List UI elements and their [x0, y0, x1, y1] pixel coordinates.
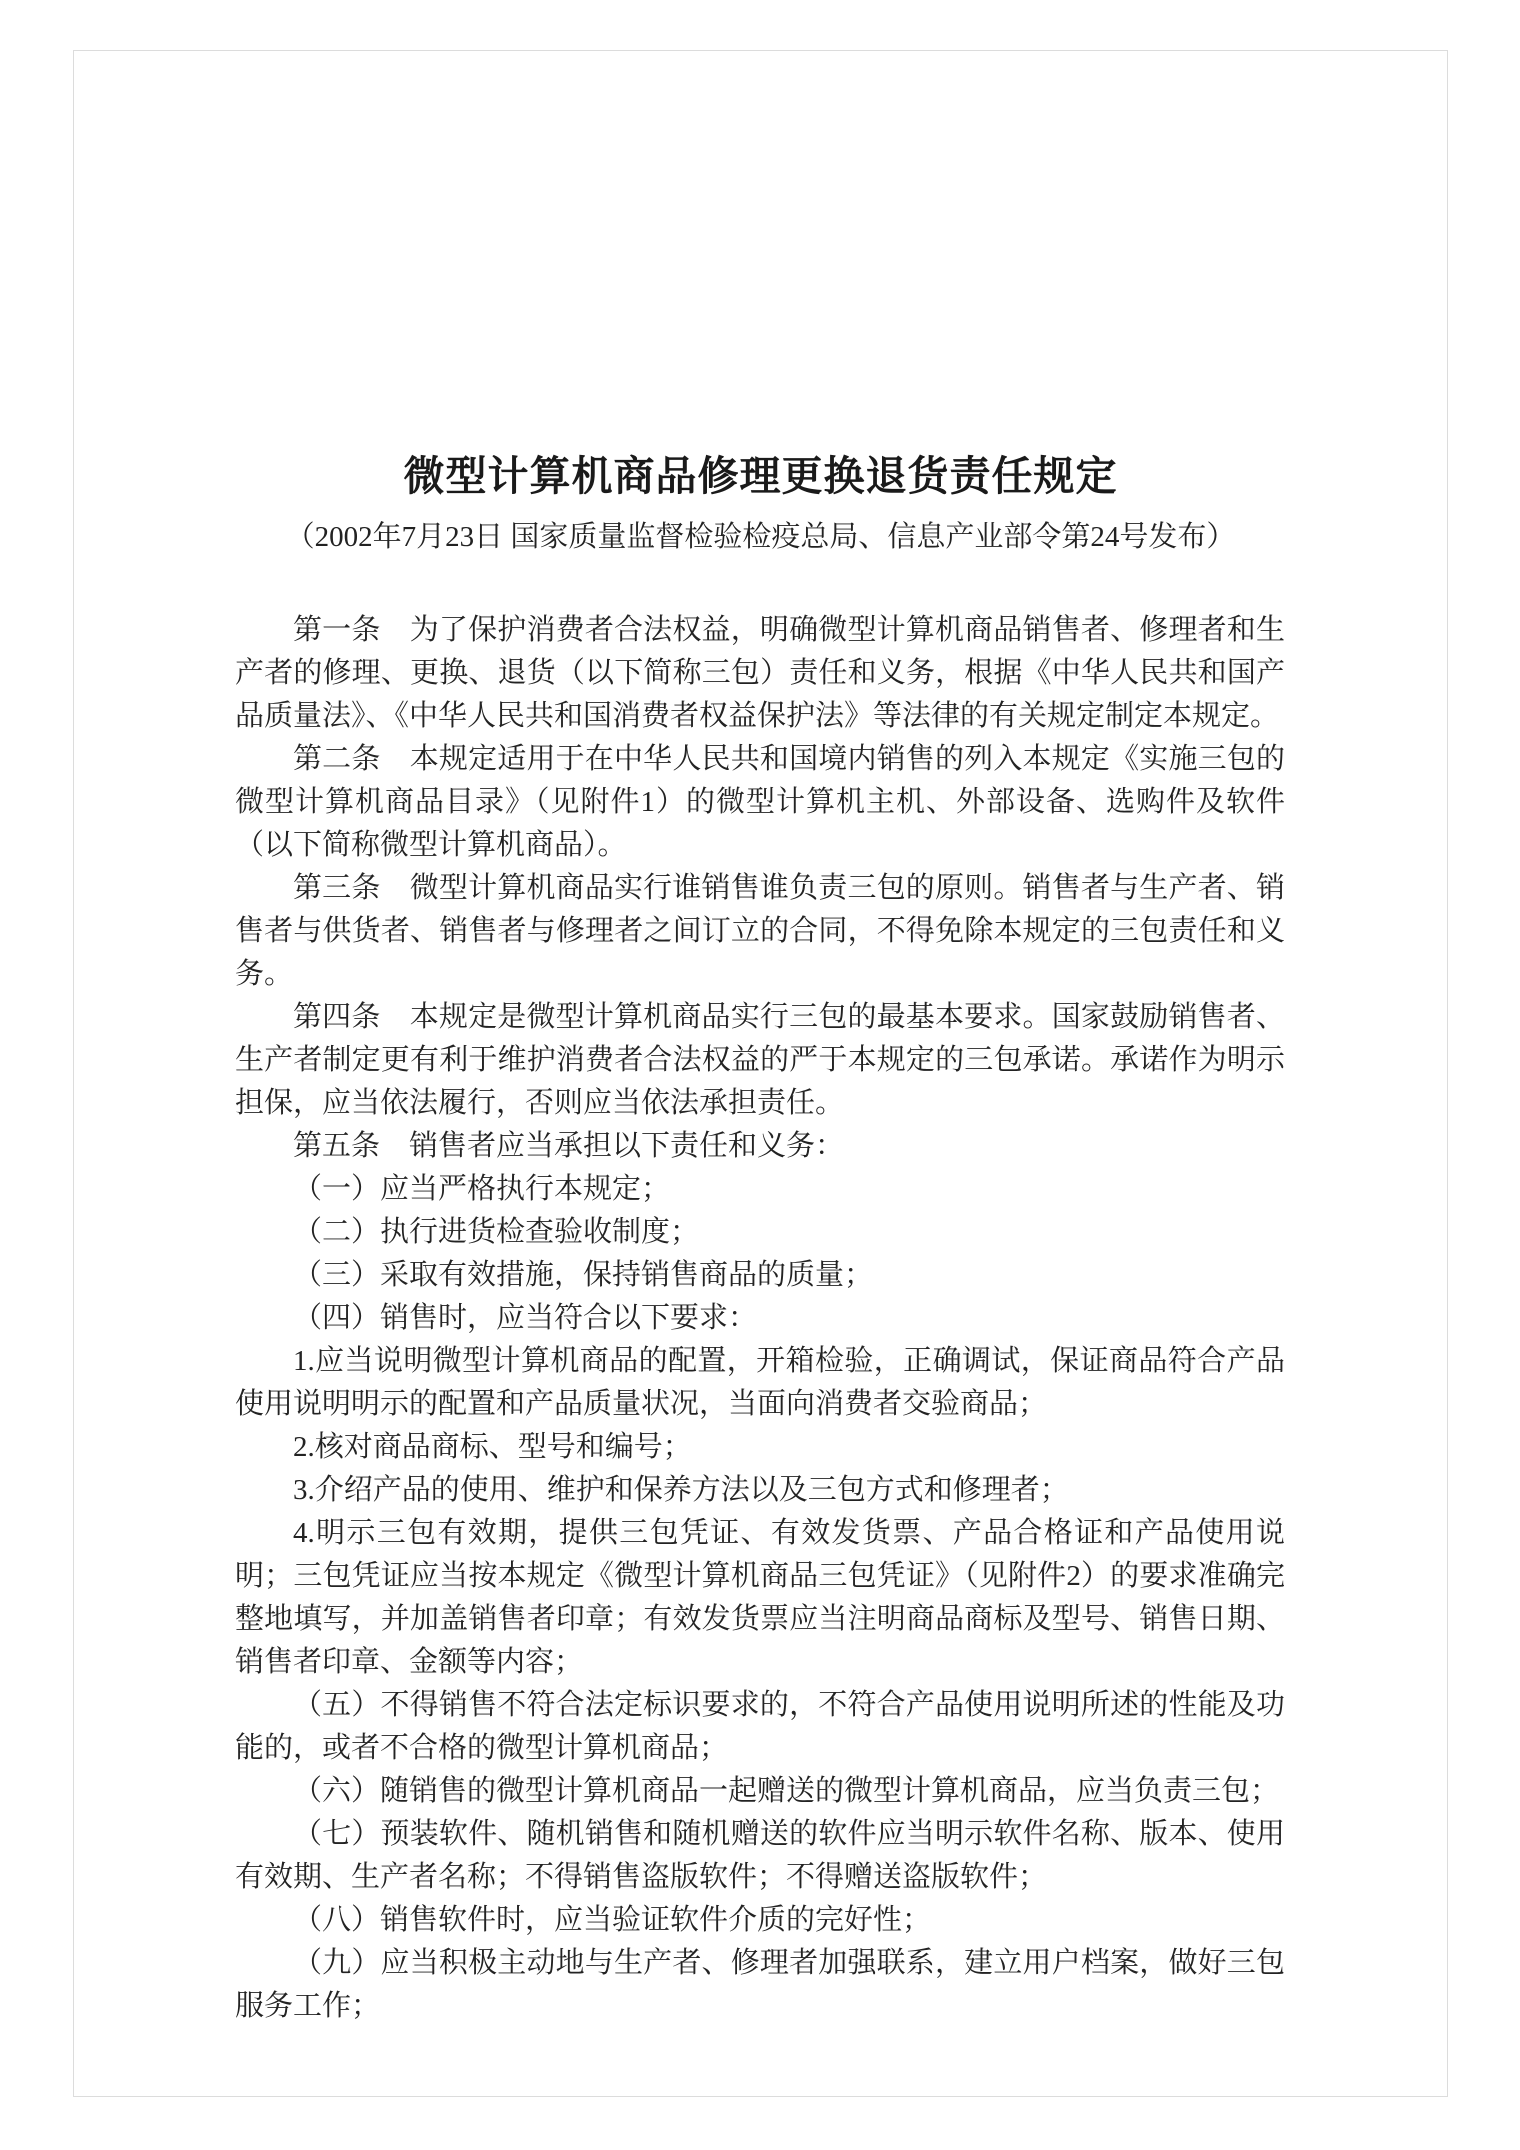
document-body	[235, 609, 1285, 2028]
paragraph: 第四条 本规定是微型计算机商品实行三包的最基本要求。国家鼓励销售者、生产者制定更有利于维护消费者合法权益的严于本规定的三包承诺。承诺作为明示担保，应当依法履行，否则应当依法承担责任。	[235, 1001, 1285, 1119]
paragraph: （六）随销售的微型计算机商品一起赠送的微型计算机商品，应当负责三包；	[293, 1775, 1280, 1807]
document-subtitle: （2002年7月23日 国家质量监督检验检疫总局、信息产业部令第24号发布）	[285, 521, 1236, 553]
paragraph: （四）销售时，应当符合以下要求：	[293, 1302, 758, 1334]
document-title: 微型计算机商品修理更换退货责任规定	[403, 453, 1118, 499]
document-page	[73, 50, 1448, 2097]
paragraph: 4.明示三包有效期，提供三包凭证、有效发货票、产品合格证和产品使用说明；三包凭证应当按本规定《微型计算机商品三包凭证》（见附件2）的要求准确完整地填写，并加盖销售者印章；有效发货票应当注明商品商标及型号、销售日期、销售者印章、金额等内容；	[235, 1517, 1285, 1678]
paragraph: 1.应当说明微型计算机商品的配置，开箱检验，正确调试，保证商品符合产品使用说明明示的配置和产品质量状况，当面向消费者交验商品；	[235, 1345, 1285, 1420]
paragraph: （五）不得销售不符合法定标识要求的，不符合产品使用说明所述的性能及功能的，或者不合格的微型计算机商品；	[235, 1689, 1285, 1764]
paragraph: （三）采取有效措施，保持销售商品的质量；	[293, 1259, 874, 1291]
paragraph: 第三条 微型计算机商品实行谁销售谁负责三包的原则。销售者与生产者、销售者与供货者、销售者与修理者之间订立的合同，不得免除本规定的三包责任和义务。	[235, 872, 1285, 990]
paragraph: （七）预装软件、随机销售和随机赠送的软件应当明示软件名称、版本、使用有效期、生产者名称；不得销售盗版软件；不得赠送盗版软件；	[235, 1818, 1285, 1893]
paragraph: 2.核对商品商标、型号和编号；	[293, 1431, 692, 1463]
paragraph: 第一条 为了保护消费者合法权益，明确微型计算机商品销售者、修理者和生产者的修理、更换、退货（以下简称三包）责任和义务，根据《中华人民共和国产品质量法》、《中华人民共和国消费者权益保护法》等法律的有关规定制定本规定。	[235, 614, 1285, 732]
paragraph: （一）应当严格执行本规定；	[293, 1173, 671, 1205]
paragraph: 第五条 销售者应当承担以下责任和义务：	[293, 1130, 845, 1162]
paragraph: （八）销售软件时，应当验证软件介质的完好性；	[293, 1904, 932, 1936]
paragraph: （九）应当积极主动地与生产者、修理者加强联系，建立用户档案，做好三包服务工作；	[235, 1947, 1285, 2022]
paragraph: 第二条 本规定适用于在中华人民共和国境内销售的列入本规定《实施三包的微型计算机商品目录》（见附件1）的微型计算机主机、外部设备、选购件及软件（以下简称微型计算机商品）。	[235, 743, 1285, 861]
paragraph: （二）执行进货检查验收制度；	[293, 1216, 700, 1248]
paragraph: 3.介绍产品的使用、维护和保养方法以及三包方式和修理者；	[293, 1474, 1069, 1506]
